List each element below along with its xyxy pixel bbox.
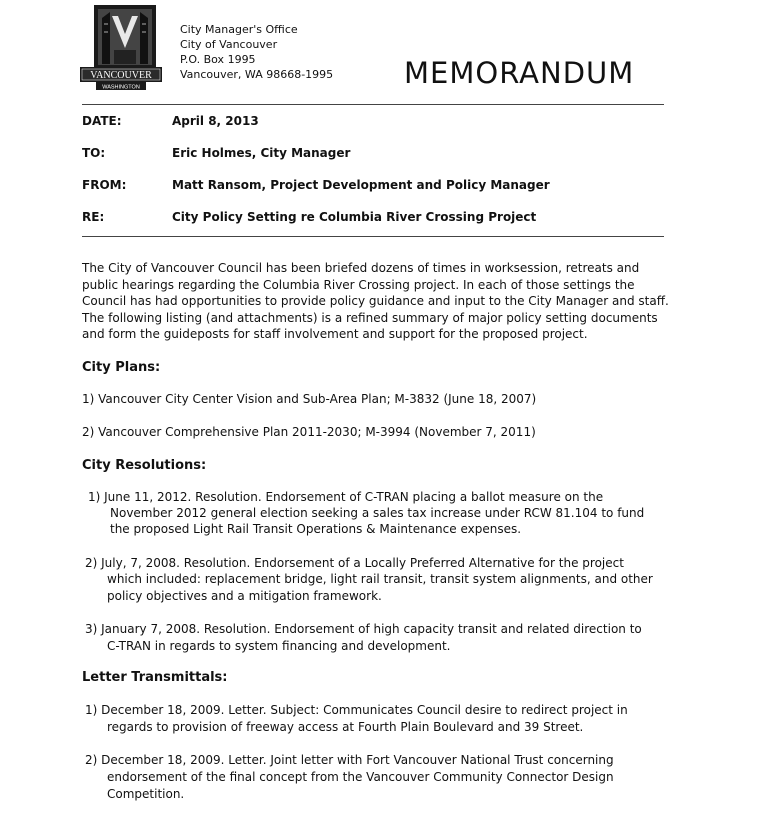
transmittal-item-2-cont: Competition. — [107, 787, 185, 801]
resolution-item-1: 1) June 11, 2012. Resolution. Endorsement of C-TRAN placing a ballot measure on the — [88, 490, 604, 504]
city-state-zip: Vancouver, WA 98668-1995 — [180, 68, 334, 81]
city-plans-heading: City Plans: — [82, 360, 161, 375]
resolution-item-3: 3) January 7, 2008. Resolution. Endorsement of high capacity transit and related direction to — [85, 622, 642, 636]
transmittal-item-1: 1) December 18, 2009. Letter. Subject: Communicates Council desire to redirect project in — [85, 703, 628, 717]
resolution-item-1-cont: November 2012 general election seeking a sales tax increase under RCW 81.104 to fund — [110, 506, 645, 520]
transmittal-item-1-cont: regards to provision of freeway access at Fourth Plain Boulevard and 39 Street. — [107, 720, 584, 734]
re-value: City Policy Setting re Columbia River Crossing Project — [172, 210, 537, 224]
intro-paragraph: The City of Vancouver Council has been briefed dozens of times in worksession, retreats and public hearings regarding the Columbia River Crossing project. In each of those settings the Council has had opportunities to provide policy guidance and input to the City Manager and staff. The following listing (and attachments) is a refined summary of major policy setting documents and form the guideposts for staff involvement and support for the proposed project. — [82, 261, 669, 342]
memorandum-title: MEMORANDUM — [404, 56, 635, 90]
from-value: Matt Ransom, Project Development and Policy Manager — [172, 178, 550, 192]
to-value: Eric Holmes, City Manager — [172, 146, 351, 160]
from-label: FROM: — [82, 178, 127, 192]
office-name: City Manager's Office — [180, 23, 298, 36]
city-plan-item: 1) Vancouver City Center Vision and Sub-Area Plan; M-3832 (June 18, 2007) — [82, 392, 537, 406]
city-of-vancouver-logo — [80, 4, 162, 92]
logo-subtext: WASHINGTON — [102, 84, 140, 91]
letter-transmittals-heading: Letter Transmittals: — [82, 670, 228, 685]
meta-rule — [82, 236, 664, 237]
resolution-item-2-cont: policy objectives and a mitigation framework. — [107, 589, 382, 603]
header-rule — [82, 104, 664, 105]
resolution-item-2: 2) July, 7, 2008. Resolution. Endorsement of a Locally Preferred Alternative for the project — [85, 556, 624, 570]
re-label: RE: — [82, 210, 105, 224]
city-resolutions-heading: City Resolutions: — [82, 458, 207, 473]
logo-wordmark: VANCOUVER — [90, 70, 152, 81]
resolution-item-3-cont: C-TRAN in regards to system financing and development. — [107, 639, 451, 653]
city-plan-item: 2) Vancouver Comprehensive Plan 2011-2030; M-3994 (November 7, 2011) — [82, 425, 536, 439]
city-name: City of Vancouver — [180, 38, 278, 51]
resolution-item-2-cont: which included: replacement bridge, light rail transit, transit system alignments, and other — [107, 572, 653, 586]
transmittal-item-2-cont: endorsement of the final concept from the Vancouver Community Connector Design — [107, 770, 614, 784]
date-value: April 8, 2013 — [172, 114, 259, 128]
to-label: TO: — [82, 146, 106, 160]
date-label: DATE: — [82, 114, 122, 128]
letterhead-address — [180, 22, 333, 82]
transmittal-item-2: 2) December 18, 2009. Letter. Joint letter with Fort Vancouver National Trust concerning — [85, 753, 614, 767]
po-box: P.O. Box 1995 — [180, 53, 256, 66]
resolution-item-1-cont: the proposed Light Rail Transit Operations & Maintenance expenses. — [110, 522, 522, 536]
